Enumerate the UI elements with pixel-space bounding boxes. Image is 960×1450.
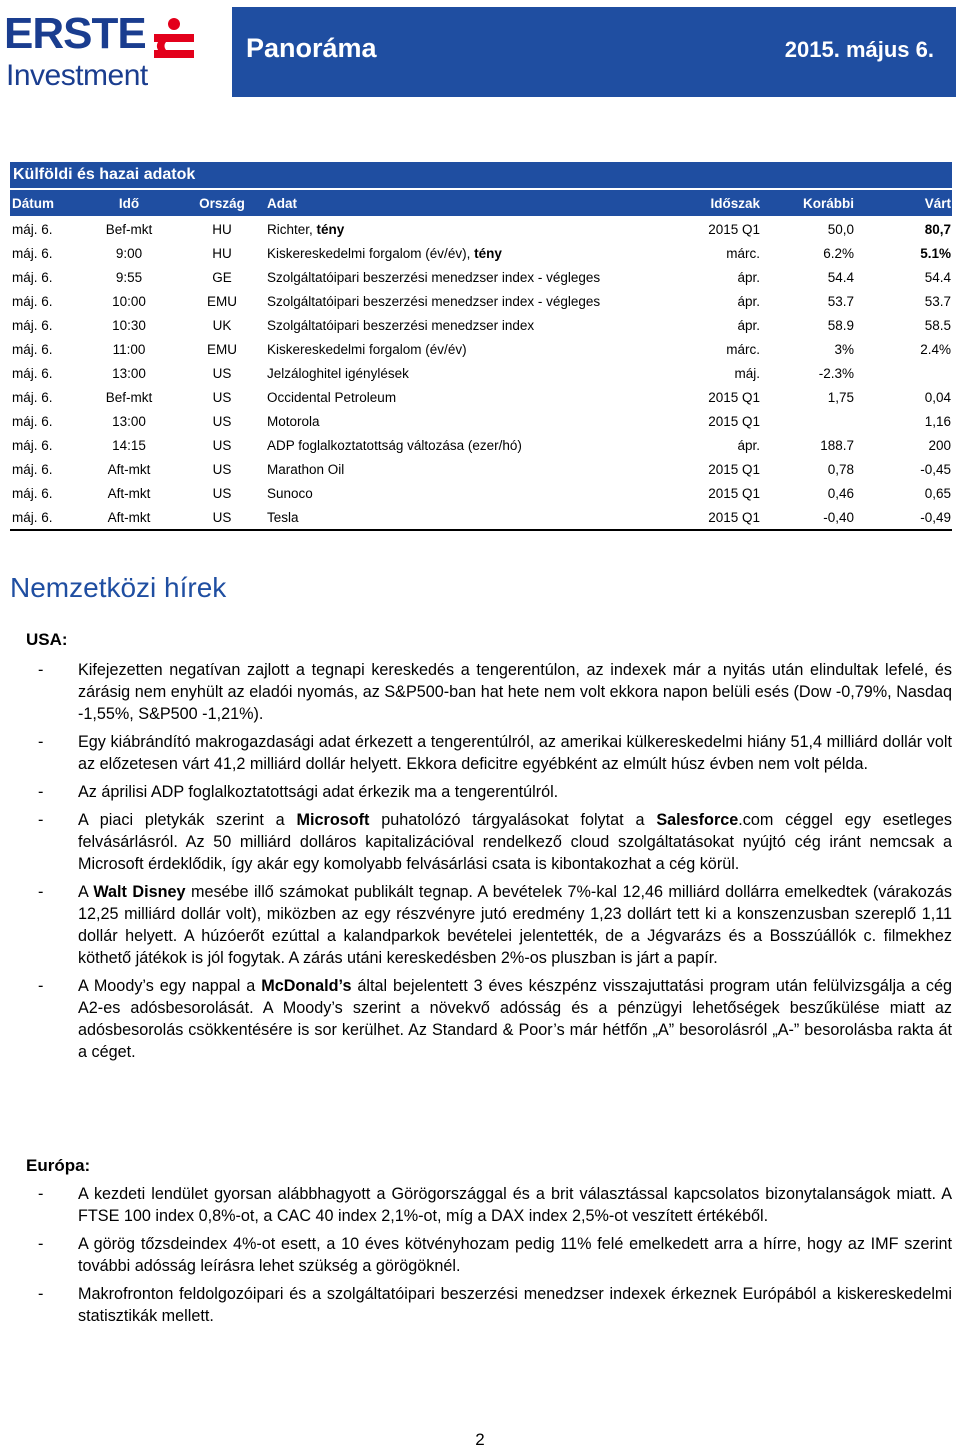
news-emphasis: Microsoft (296, 811, 370, 829)
cell-country: US (212, 390, 232, 405)
cell-period: 2015 Q1 (708, 462, 760, 477)
cell-period: máj. (734, 366, 760, 381)
cell-data (267, 342, 467, 357)
cell-time: 11:00 (112, 342, 146, 357)
cell-expected: 80,7 (924, 222, 951, 237)
news-text: A Moody’s egy nappal a (78, 977, 262, 995)
news-item (38, 881, 952, 969)
cell-time: 10:00 (112, 294, 146, 309)
bullet-dash-icon: - (38, 977, 44, 995)
cell-data-text: Kiskereskedelmi forgalom (év/év), (267, 246, 475, 261)
table-row (10, 218, 952, 242)
cell-data (267, 222, 344, 237)
cell-data (267, 486, 313, 501)
col-expected: Várt (924, 196, 951, 211)
cell-data-emphasis: tény (316, 222, 345, 237)
news-emphasis: McDonald’s (261, 977, 352, 995)
cell-time: Aft-mkt (107, 510, 151, 525)
region-usa-label: USA: (26, 630, 68, 649)
cell-time: 13:00 (112, 414, 146, 429)
page-number: 2 (475, 1430, 485, 1449)
news-emphasis: Walt Disney (93, 883, 186, 901)
cell-previous: 0,78 (827, 462, 854, 477)
cell-country: GE (212, 270, 232, 285)
cell-previous: 50,0 (827, 222, 854, 237)
cell-expected: 0,65 (924, 486, 951, 501)
cell-time: 9:00 (115, 246, 143, 261)
cell-previous: 6.2% (823, 246, 854, 261)
cell-period: márc. (726, 246, 760, 261)
logo-sub-name: Investment (6, 59, 148, 92)
cell-data-text: Szolgáltatóipari beszerzési menedzser index - végleges (267, 294, 601, 309)
cell-country: US (212, 486, 232, 501)
cell-data-text: Szolgáltatóipari beszerzési menedzser index - végleges (267, 270, 601, 285)
bullet-dash-icon: - (38, 1235, 44, 1253)
cell-data (267, 462, 344, 477)
col-previous: Korábbi (802, 196, 854, 211)
logo-brand-name: ERSTE (4, 9, 146, 58)
news-emphasis: Salesforce (656, 811, 739, 829)
cell-previous: 54.4 (827, 270, 854, 285)
publication-title: Panoráma (246, 33, 377, 63)
bullet-dash-icon: - (38, 883, 44, 901)
erste-logo (4, 6, 224, 96)
cell-period: 2015 Q1 (708, 486, 760, 501)
data-table-body (10, 218, 952, 530)
cell-time: 14:15 (112, 438, 146, 453)
page-header (0, 0, 960, 100)
cell-data (267, 438, 522, 453)
news-text: Kifejezetten negatívan zajlott a tegnapi kereskedés a tengerentúlon, az indexek már a nyitás után elindultak lefelé, és zárásig nem enyhült az eladói nyomás, az S&P500-ban hat hete nem volt ekkora napon belüli esés (Dow -0,79%, Nasdaq -1,55%, S&P500 -1,21%). (78, 661, 952, 723)
cell-country: US (212, 414, 232, 429)
cell-period: 2015 Q1 (708, 414, 760, 429)
col-data: Adat (267, 196, 297, 211)
cell-data (267, 270, 600, 285)
news-item (38, 975, 952, 1063)
news-item (38, 731, 952, 775)
table-row (10, 242, 952, 266)
cell-previous: 188.7 (820, 438, 854, 453)
cell-expected: 1,16 (924, 414, 951, 429)
cell-period: 2015 Q1 (708, 510, 760, 525)
cell-country: HU (212, 222, 232, 237)
news-text: .com céggel egy esetleges felvásárlásról. Az 50 milliárd dolláros kapitalizációval rendelkező cloud szolgáltatásokat nyújtó cég iránt nemcsak a Microsoft érdeklődik, így akár egy komolyabb felvásárlási csata is kibontakozhat a cég körül. (78, 811, 952, 873)
europe-news-list (38, 1183, 952, 1333)
cell-date: máj. 6. (12, 342, 53, 357)
cell-expected: 58.5 (924, 318, 951, 333)
table-row (10, 362, 952, 386)
news-text: Az áprilisi ADP foglalkoztatottsági adat érkezik ma a tengerentúlról. (78, 783, 559, 801)
cell-expected: 0,04 (924, 390, 951, 405)
cell-country: UK (212, 318, 232, 333)
news-text: A görög tőzsdeindex 4%-ot esett, a 10 éves kötvényhozam pedig 11% felé emelkedett arra a hírre, hogy az IMF szerint további adósság leírásra lehet szükség a görögöknél. (78, 1235, 952, 1275)
news-text: A piaci pletykák szerint a (78, 811, 297, 829)
news-item (38, 1233, 952, 1277)
cell-data-text: Jelzáloghitel igénylések (267, 366, 409, 381)
cell-previous: 1,75 (827, 390, 854, 405)
news-item (38, 1283, 952, 1327)
cell-time: 13:00 (112, 366, 146, 381)
cell-data-text: Szolgáltatóipari beszerzési menedzser index (267, 318, 535, 333)
cell-country: US (212, 438, 232, 453)
news-item (38, 781, 952, 803)
cell-previous: -0,40 (823, 510, 854, 525)
cell-data-text: Occidental Petroleum (267, 390, 397, 405)
cell-previous: 0,46 (827, 486, 854, 501)
news-text: által bejelentett 3 éves készpénz visszajuttatási program után felülvizsgálja a cég A2-es adósbesorolását. A Moody’s szerint a növekvő adósság és a pénzügyi lehetőségek beszűkülése miatt az adósbesorolás csökkentésére is sor kerülhet. Az Standard & Poor’s már hétfőn „A” besorolásról „A-” besorolásba rakta át a céget. (78, 977, 952, 1061)
cell-data (267, 414, 320, 429)
cell-country: US (212, 366, 232, 381)
data-section-bar (10, 162, 952, 188)
news-title: Nemzetközi hírek (10, 572, 227, 603)
news-text: A (78, 883, 94, 901)
cell-expected: 5.1% (920, 246, 951, 261)
cell-expected: 53.7 (924, 294, 951, 309)
table-row (10, 386, 952, 410)
table-bottom-border (10, 529, 952, 531)
cell-data-text: Tesla (267, 510, 299, 525)
cell-period: ápr. (737, 294, 760, 309)
cell-time: Bef-mkt (105, 222, 153, 237)
bullet-dash-icon: - (38, 1285, 44, 1303)
col-country: Ország (199, 196, 245, 211)
cell-expected: 200 (928, 438, 951, 453)
cell-date: máj. 6. (12, 294, 53, 309)
cell-data (267, 318, 534, 333)
cell-country: HU (212, 246, 232, 261)
cell-data-text: Marathon Oil (267, 462, 345, 477)
cell-country: EMU (207, 342, 237, 357)
cell-period: ápr. (737, 270, 760, 285)
bullet-dash-icon: - (38, 1185, 44, 1203)
cell-period: ápr. (737, 438, 760, 453)
news-text: Egy kiábrándító makrogazdasági adat érkezett a tengerentúlról, az amerikai külkereskedelmi hiány 51,4 milliárd dollár volt az előzetesen várt 41,2 milliárd dollár helyett. Ekkora deficitre egyébként az elmúlt húsz évben nem volt példa. (78, 733, 952, 773)
cell-date: máj. 6. (12, 270, 53, 285)
news-text: A kezdeti lendület gyorsan alábbhagyott a Görögországgal és a brit választással kapcsolatos bizonytalanságok miatt. A FTSE 100 index 0,8%-ot, a CAC 40 index 2,1%-ot, míg a DAX index 2,5%-ot veszített értékéből. (78, 1185, 952, 1225)
table-row (10, 434, 952, 458)
cell-date: máj. 6. (12, 510, 53, 525)
news-item (38, 809, 952, 875)
table-row (10, 410, 952, 434)
table-row (10, 506, 952, 530)
table-row (10, 458, 952, 482)
data-section-title: Külföldi és hazai adatok (13, 166, 196, 183)
cell-data-text: Richter, (267, 222, 317, 237)
cell-previous: 53.7 (827, 294, 854, 309)
cell-date: máj. 6. (12, 390, 53, 405)
cell-expected: 2.4% (920, 342, 951, 357)
cell-data-text: ADP foglalkoztatottság változása (ezer/hó) (267, 438, 522, 453)
cell-data (267, 246, 502, 261)
news-text: mesébe illő számokat publikált tegnap. A bevételek 7%-kal 12,46 milliárd dollárra emelkedtek (várakozás 12,25 milliárd dollár volt), miközben az egy részvényre jutó eredmény 1,23 dollárt tett ki a konszenzusban szereplő 1,11 dollár helyett. A húzóerőt ezúttal a kalandparkok bevételei jelentették, de a Jégvarázs és a Bosszúállók c. filmekhez köthető játékok is jól fogytak. A zárás utáni kereskedésben 2%-os pluszban is járt a papír. (78, 883, 953, 967)
cell-data-emphasis: tény (474, 246, 502, 261)
cell-time: Aft-mkt (107, 486, 151, 501)
col-date: Dátum (12, 196, 55, 211)
cell-time: 9:55 (115, 270, 143, 285)
cell-time: Aft-mkt (107, 462, 151, 477)
cell-data (267, 294, 600, 309)
news-item (38, 1183, 952, 1227)
cell-previous: -2.3% (818, 366, 854, 381)
cell-time: 10:30 (112, 318, 146, 333)
cell-date: máj. 6. (12, 414, 53, 429)
bullet-dash-icon: - (38, 811, 44, 829)
cell-country: US (212, 462, 232, 477)
cell-data (267, 366, 409, 381)
news-text: Makrofronton feldolgozóipari és a szolgáltatóipari beszerzési menedzser indexek érkeznek Európából a kiskereskedelmi statisztikák mellett. (78, 1285, 952, 1325)
col-time: Idő (118, 196, 140, 211)
cell-data-text: Kiskereskedelmi forgalom (év/év) (267, 342, 467, 357)
table-header (10, 190, 952, 216)
news-text: puhatolózó tárgyalásokat folytat a (369, 811, 657, 829)
cell-period: márc. (726, 342, 760, 357)
cell-expected: 54.4 (924, 270, 951, 285)
cell-time: Bef-mkt (105, 390, 153, 405)
cell-date: máj. 6. (12, 366, 53, 381)
cell-data-text: Motorola (267, 414, 320, 429)
cell-date: máj. 6. (12, 318, 53, 333)
erste-mark-icon (148, 16, 200, 66)
cell-date: máj. 6. (12, 438, 53, 453)
table-row (10, 338, 952, 362)
cell-country: EMU (207, 294, 237, 309)
table-row (10, 314, 952, 338)
cell-date: máj. 6. (12, 486, 53, 501)
table-row (10, 290, 952, 314)
cell-date: máj. 6. (12, 246, 53, 261)
publication-date: 2015. május 6. (784, 37, 934, 62)
cell-data (267, 390, 396, 405)
bullet-dash-icon: - (38, 733, 44, 751)
usa-news-list (38, 659, 952, 1069)
cell-expected: -0,45 (920, 462, 951, 477)
cell-previous: 58.9 (827, 318, 854, 333)
cell-previous: 3% (834, 342, 854, 357)
cell-period: ápr. (737, 318, 760, 333)
cell-period: 2015 Q1 (708, 222, 760, 237)
table-row (10, 482, 952, 506)
cell-expected: -0,49 (920, 510, 951, 525)
cell-data-text: Sunoco (267, 486, 313, 501)
news-item (38, 659, 952, 725)
table-row (10, 266, 952, 290)
region-europe-label: Európa: (26, 1156, 91, 1175)
cell-country: US (212, 510, 232, 525)
cell-period: 2015 Q1 (708, 390, 760, 405)
bullet-dash-icon: - (38, 783, 44, 801)
col-period: Időszak (710, 196, 760, 211)
title-banner (232, 7, 956, 97)
cell-date: máj. 6. (12, 462, 53, 477)
cell-date: máj. 6. (12, 222, 53, 237)
bullet-dash-icon: - (38, 661, 44, 679)
cell-data (267, 510, 299, 525)
